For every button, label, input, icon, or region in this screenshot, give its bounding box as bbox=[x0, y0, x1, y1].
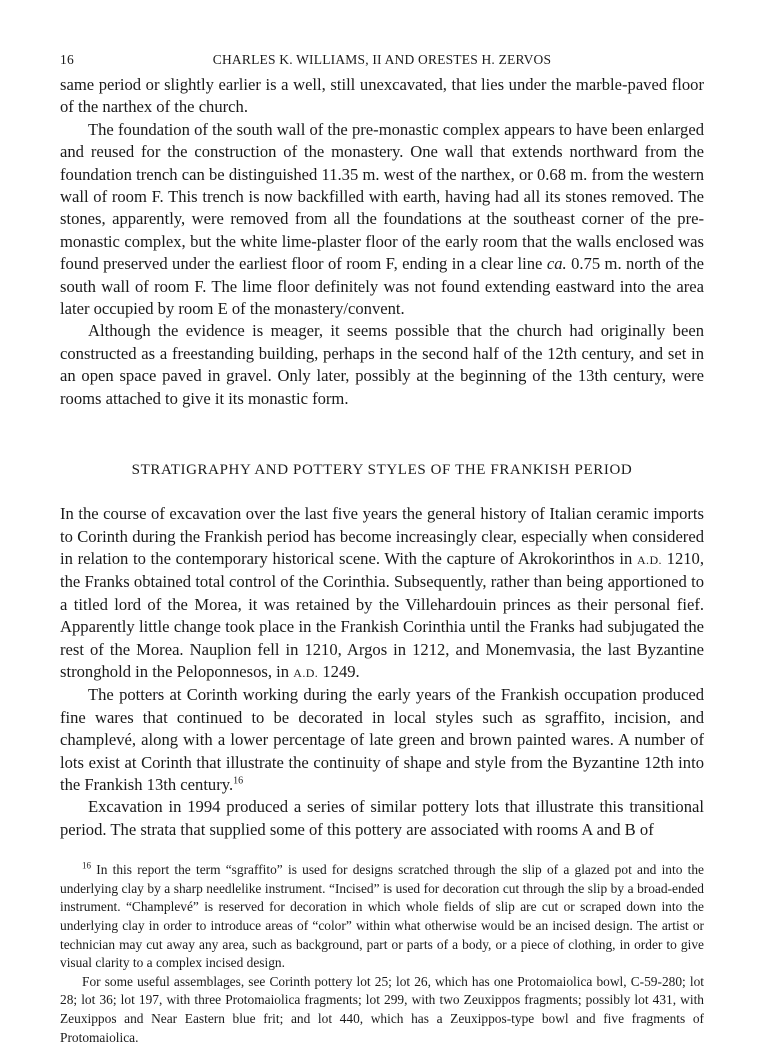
paragraph-frankish-history bbox=[60, 503, 704, 684]
paragraph-frankish-history-a: In the course of excavation over the last five years the general history of Italian ceramic imports to Corinth during the Frankish period has become increasingly clear, especially when considered in relation to the contemporary historical scene. With the capture of Akrokorinthos in bbox=[60, 504, 704, 568]
circa-abbrev: ca. bbox=[546, 254, 567, 274]
footnote-16-continued: For some useful assemblages, see Corinth pottery lot 25; lot 26, which has one Protomaiolica bowl, C-59-280; lot 28; lot 36; lot 197, with three Protomaiolica fragments; lot 299, with two Zeuxippos fragments; possibly lot 431, with Zeuxippos and Near Eastern blue frit; and lot 440, which has a Zeuxippos-type bowl and five fragments of Protomaiolica. bbox=[60, 973, 704, 1045]
page-number: 16 bbox=[60, 52, 74, 67]
section-heading: STRATIGRAPHY AND POTTERY STYLES OF THE FRANKISH PERIOD bbox=[131, 462, 633, 479]
running-title-authors: CHARLES K. WILLIAMS, II AND ORESTES H. ZERVOS bbox=[212, 52, 552, 67]
paragraph-continuation: same period or slightly earlier is a well, still unexcavated, that lies under the marble-paved floor of the narthex of the church. bbox=[60, 75, 704, 117]
paragraph-frankish-history-c: 1249. bbox=[322, 661, 360, 681]
page bbox=[60, 50, 704, 1047]
era-ad-2: A.D. bbox=[293, 665, 319, 680]
footnote-16-text: In this report the term “sgraffito” is used for designs scratched through the slip of a glazed pot and into the underlying clay by a sharp needlelike instrument. “Incised” is used for decoration cut through the slip by a broad-ended instrument. “Champlevé” is reserved for decoration in which whole fields of slip are cut or scraped down into the underlying clay in order to introduce areas of “color” within what otherwise would be an incised design. The artist or technician may cut away any area, such as background, part or parts of a body, or a piece of clothing, in order to give visual clarity to a complex incised design. bbox=[60, 862, 704, 971]
era-ad: A.D. bbox=[636, 552, 662, 567]
paragraph-church-evidence: Although the evidence is meager, it seems possible that the church had originally been constructed as a freestanding building, perhaps in the second half of the 12th century, and set in an open space paved in gravel. Only later, possibly at the beginning of the 13th century, were rooms attached to give it its monastic form. bbox=[60, 321, 704, 408]
paragraph-south-wall-text: The foundation of the south wall of the pre-monastic complex appears to have been enlarged and reused for the construction of the monastery. One wall that extends northward from the foundation trench can be distinguished 11.35 m. west of the narthex, or 0.68 m. from the western wall of room F. This trench is now backfilled with earth, having had all its stones removed. The stones, apparently, were removed from all the foundations at the southeast corner of the pre-monastic complex, but the white lime-plaster floor of the early room that the walls enclosed was found preserved under the earliest floor of room F, ending in a clear line bbox=[60, 119, 704, 274]
paragraph-potters bbox=[60, 684, 704, 796]
footnote-marker-16: 16 bbox=[82, 860, 91, 871]
paragraph-south-wall-end: 0.75 m. north of the south wall of room F. The lime floor definitely was not found extending eastward into the area later occupied by room E of the monastery/convent. bbox=[60, 254, 705, 319]
paragraph-excavation-1994: Excavation in 1994 produced a series of similar pottery lots that illustrate this transitional period. The strata that supplied some of this pottery are associated with rooms A and B of bbox=[60, 797, 704, 839]
paragraph-frankish-history-b: 1210, the Franks obtained total control of the Corinthia. Subsequently, rather than being apportioned to a titled lord of the Morea, it was retained by the Villehardouin princes as their personal fief. Apparently little change took place in the Frankish Corinthia until the Franks had subjugated the rest of the Morea. Nauplion fell in 1210, Argos in 1212, and Monemvasia, the last Byzantine stronghold in the Peloponnesos, in bbox=[60, 548, 704, 681]
footnote-16 bbox=[60, 861, 704, 973]
footnote-reference-16[interactable]: 16 bbox=[233, 775, 244, 787]
paragraph-south-wall bbox=[60, 119, 704, 321]
footnotes bbox=[60, 861, 704, 1047]
paragraph-potters-text: The potters at Corinth working during the early years of the Frankish occupation produced fine wares that continued to be decorated in local styles such as sgraffito, incision, and champlevé, along with a lower percentage of late green and brown painted wares. A number of lots exist at Corinth that illustrate the continuity of shape and style from the Byzantine 12th into the Frankish 13th century. bbox=[60, 685, 704, 794]
running-header bbox=[60, 50, 704, 74]
